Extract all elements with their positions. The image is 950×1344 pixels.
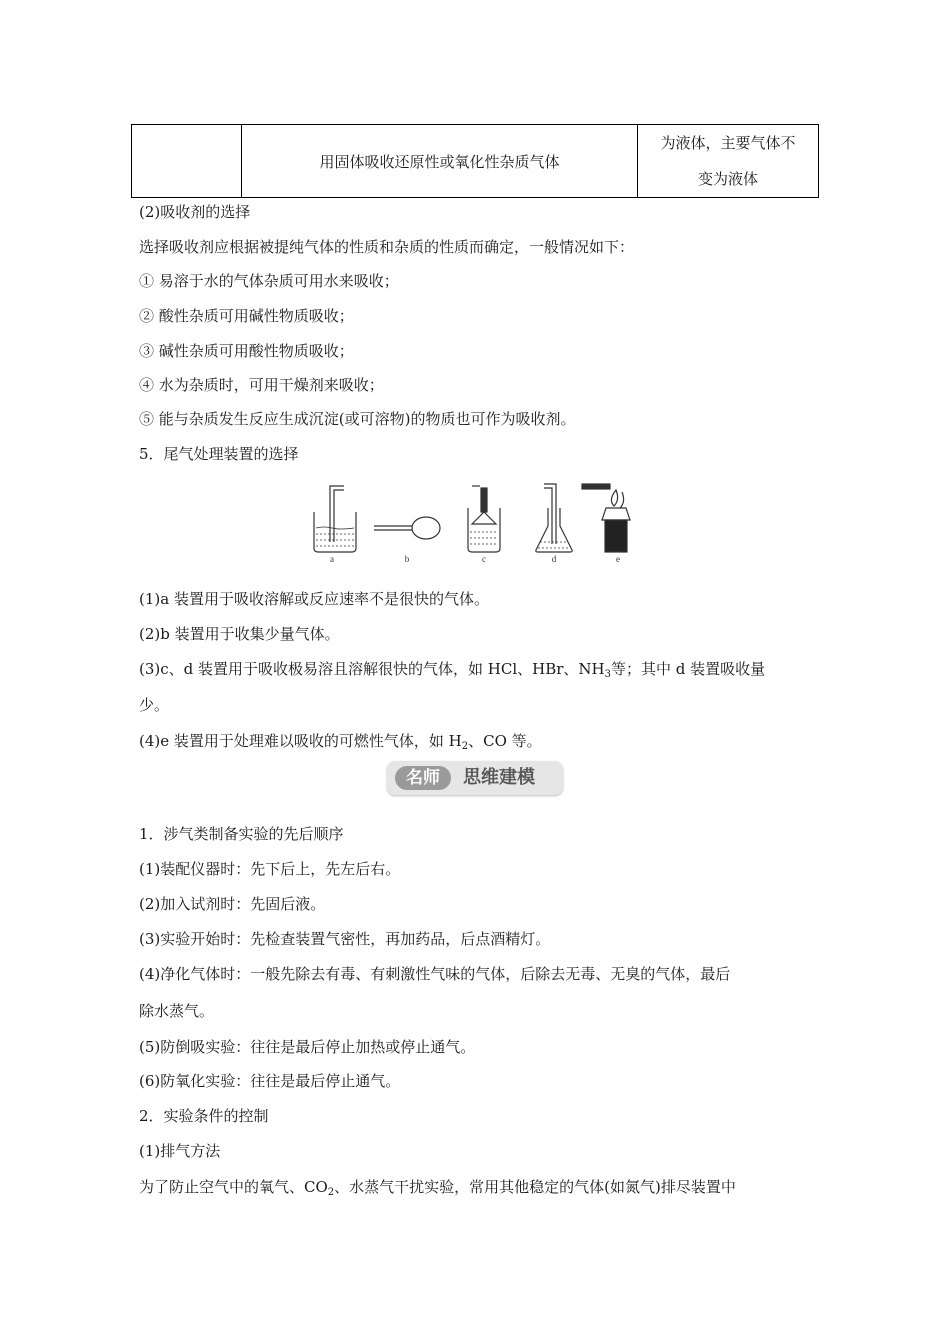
sequence-item: (4)净化气体时：一般先除去有毒、有刺激性气味的气体，后除去无毒、无臭的气体，最后 [139,965,731,983]
sequence-item: (3)实验开始时：先检查装置气密性，再加药品，后点酒精灯。 [139,930,551,948]
table-cell-empty [132,125,242,198]
absorbent-item: ③ 碱性杂质可用酸性物质吸收； [139,342,354,360]
table-note-line2: 变为液体 [697,170,758,188]
text-run: 、CO 等。 [468,732,542,750]
absorbent-item: ⑤ 能与杂质发生反应生成沉淀(或可溶物)的物质也可作为吸收剂。 [139,410,576,428]
table-note-line1: 为液体，主要气体不 [660,134,796,152]
absorbent-item: ② 酸性杂质可用碱性物质吸收； [139,307,354,325]
section-badge [387,761,563,795]
conditions-para [139,1177,736,1203]
text-run: 为了防止空气中的氧气、CO [139,1178,328,1196]
figure-label-b: b [404,554,410,564]
conditions-heading: 2．实验条件的控制 [139,1107,269,1125]
apparatus-c-funnel-beaker [468,486,500,552]
figure-label-c: c [482,554,486,564]
purification-table [131,124,819,198]
text-run: 、水蒸气干扰实验，常用其他稳定的气体(如氮气)排尽装置中 [334,1178,736,1196]
table-cell-note [638,125,819,198]
sequence-heading: 1．涉气类制备实验的先后顺序 [139,825,344,843]
badge-title: 思维建模 [463,767,535,788]
tail-gas-para-4 [139,731,542,757]
absorbent-heading: (2)吸收剂的选择 [139,203,251,221]
subscript: 3 [604,669,611,680]
absorbent-item: ① 易溶于水的气体杂质可用水来吸收； [139,272,399,290]
figure-label-d: d [551,554,557,564]
apparatus-a-beaker [314,486,356,552]
apparatus-d-conical-flask [536,484,573,552]
absorbent-intro: 选择吸收剂应根据被提纯气体的性质和杂质的性质而确定，一般情况如下： [139,238,635,256]
table-cell-method: 用固体吸收还原性或氧化性杂质气体 [242,125,638,198]
tail-gas-para-1: (1)a 装置用于吸收溶解或反应速率不是很快的气体。 [139,590,489,608]
subscript: 2 [461,741,469,752]
sequence-item: (5)防倒吸实验：往往是最后停止加热或停止通气。 [139,1038,476,1056]
figure-label-a: a [330,554,334,564]
text-run: (4)e 装置用于处理难以吸收的可燃性气体，如 H [139,732,462,750]
tail-gas-para-3 [139,659,765,685]
text-run: 等；其中 d 装置吸收量 [611,660,766,678]
table-row [132,125,819,198]
tail-gas-para-3-cont: 少。 [139,696,170,714]
tail-gas-heading: 5．尾气处理装置的选择 [139,445,299,463]
apparatus-b-balloon [374,517,440,539]
conditions-subheading: (1)排气方法 [139,1142,221,1160]
badge-tag: 名师 [395,766,451,790]
tail-gas-apparatus-figure [300,478,650,566]
sequence-item: (2)加入试剂时：先固后液。 [139,895,326,913]
sequence-item: 除水蒸气。 [139,1002,215,1020]
sequence-item: (6)防氧化实验：往往是最后停止通气。 [139,1072,401,1090]
apparatus-e-alcohol-lamp [582,484,630,552]
tail-gas-para-2: (2)b 装置用于收集少量气体。 [139,625,340,643]
absorbent-item: ④ 水为杂质时，可用干燥剂来吸收； [139,376,384,394]
sequence-item: (1)装配仪器时：先下后上，先左后右。 [139,860,401,878]
subscript: 2 [327,1187,335,1198]
text-run: (3)c、d 装置用于吸收极易溶且溶解很快的气体，如 HCl、HBr、NH [139,660,605,678]
figure-label-e: e [616,554,620,564]
